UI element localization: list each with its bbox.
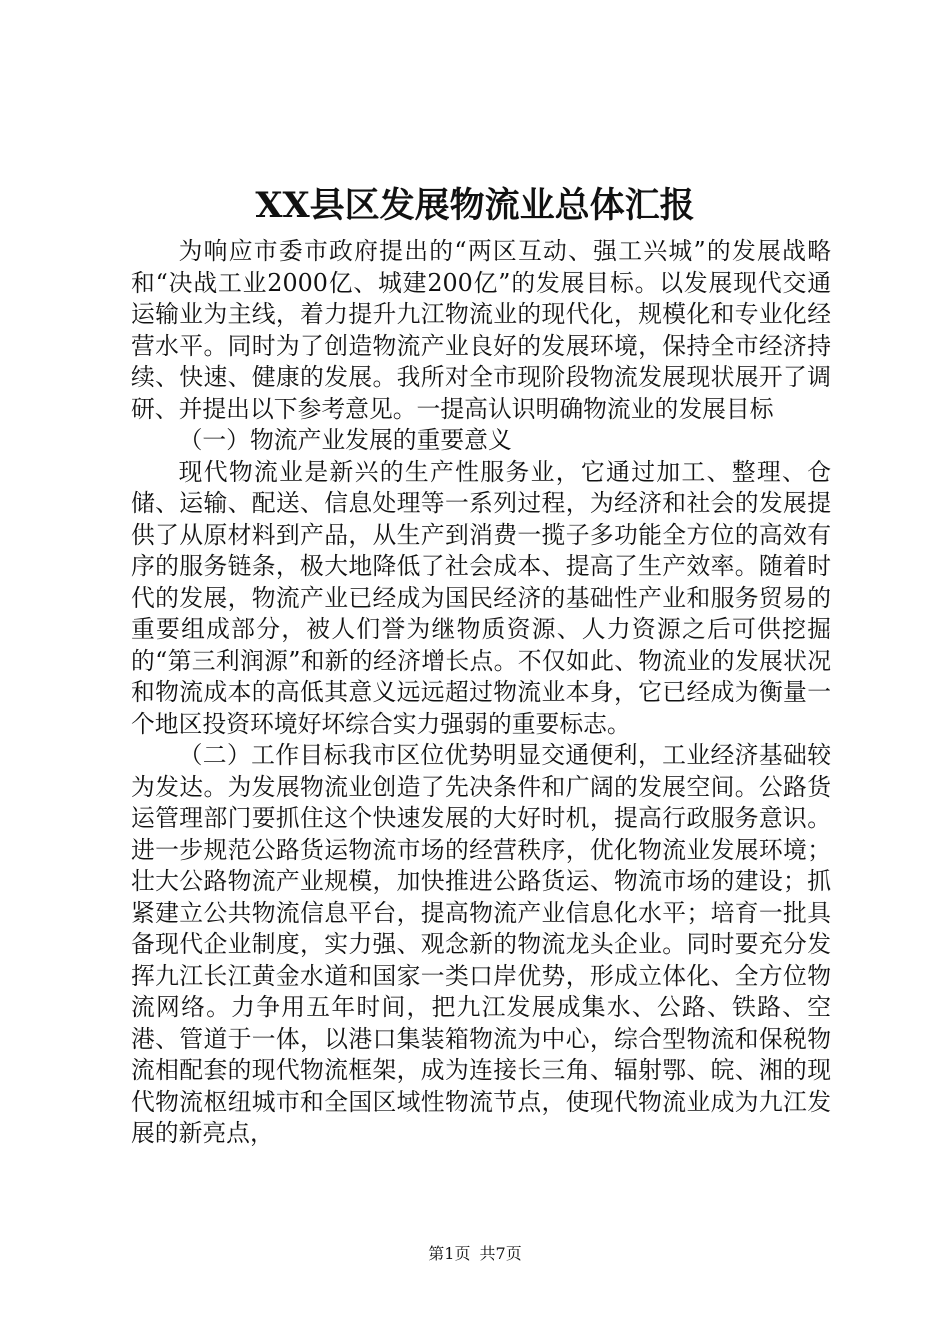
page-footer (0, 1243, 950, 1265)
page-total: 共7页 (479, 1244, 522, 1263)
paragraph-goals: （二）工作目标我市区位优势明显交通便利，工业经济基础较为发达。为发展物流业创造了先决条件和广阔的发展空间。公路货运管理部门要抓住这个快速发展的大好时机，提高行政服务意识。进一步规范公路货运物流市场的经营秩序，优化物流业发展环境；壮大公路物流产业规模，加快推进公路货运、物流市场的建设；抓紧建立公共物流信息平台，提高物流产业信息化水平；培育一批具备现代企业制度，实力强、观念新的物流龙头企业。同时要充分发挥九江长江黄金水道和国家一类口岸优势，形成立体化、全方位物流网络。力争用五年时间，把九江发展成集水、公路、铁路、空港、管道于一体，以港口集装箱物流为中心，综合型物流和保税物流相配套的现代物流框架，成为连接长三角、辐射鄂、皖、湘的现代物流枢纽城市和全国区域性物流节点，使现代物流业成为九江发展的新亮点， (131, 741, 831, 1147)
page-number: 第1页 (428, 1244, 471, 1263)
paragraph-intro: 为响应市委市政府提出的“两区互动、强工兴城”的发展战略和“决战工业2000亿、城建200亿”的发展目标。以发展现代交通运输业为主线，着力提升九江物流业的现代化，规模化和专业化经营水平。同时为了创造物流产业良好的发展环境，保持全市经济持续、快速、健康的发展。我所对全市现阶段物流发展现状展开了调研、并提出以下参考意见。一提高认识明确物流业的发展目标 (131, 237, 831, 423)
document-title: XX县区发展物流业总体汇报 (255, 185, 695, 226)
document-body (131, 236, 831, 1150)
heading-significance: （一）物流产业发展的重要意义 (178, 426, 512, 454)
paragraph-significance: 现代物流业是新兴的生产性服务业，它通过加工、整理、仓储、运输、配送、信息处理等一系列过程，为经济和社会的发展提供了从原材料到产品，从生产到消费一揽子多功能全方位的高效有序的服务链条，极大地降低了社会成本、提高了生产效率。随着时代的发展，物流产业已经成为国民经济的基础性产业和服务贸易的重要组成部分，被人们誉为继物质资源、人力资源之后可供挖掘的“第三利润源”和新的经济增长点。不仅如此、物流业的发展状况和物流成本的高低其意义远远超过物流业本身，它已经成为衡量一个地区投资环境好坏综合实力强弱的重要标志。 (131, 457, 831, 738)
